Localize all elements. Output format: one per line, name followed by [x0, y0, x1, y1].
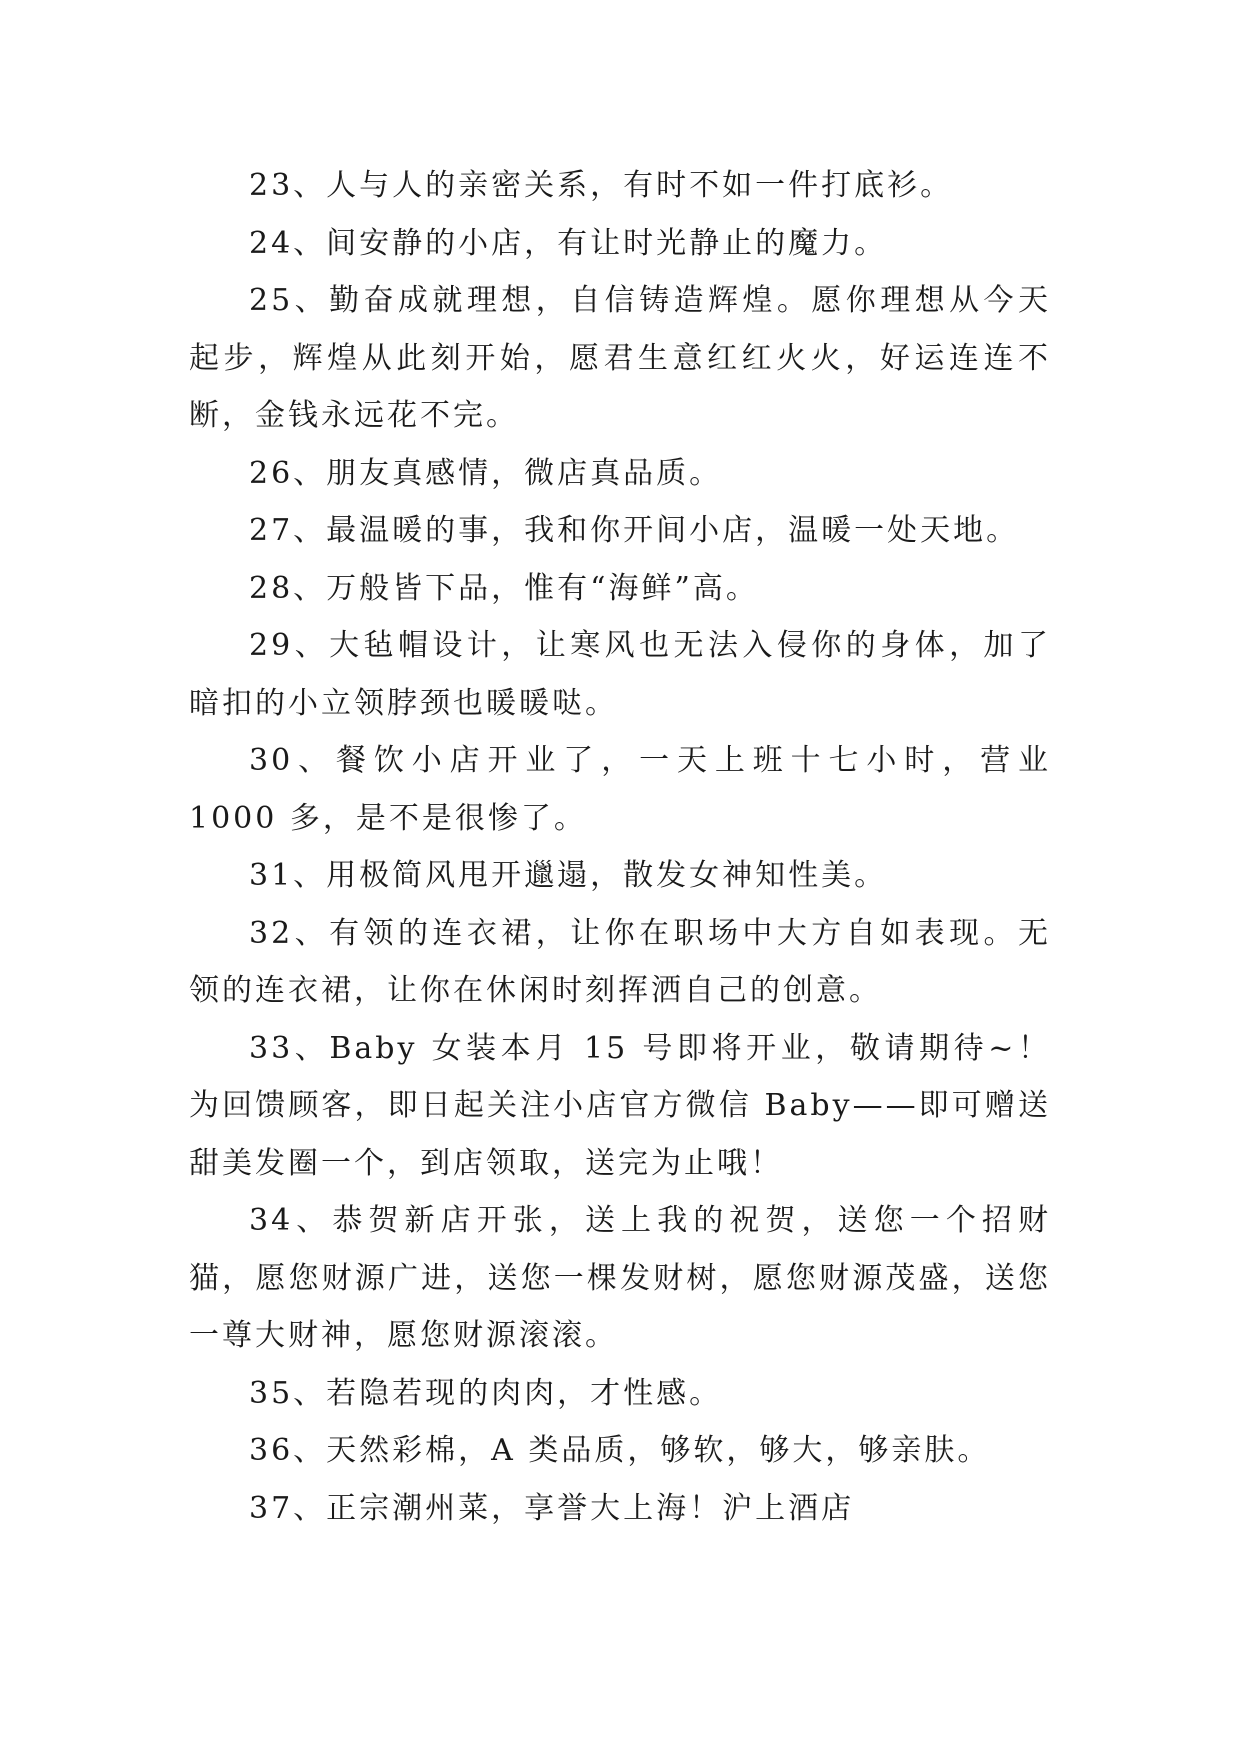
- paragraph-31: 31、用极简风甩开邋遢，散发女神知性美。: [249, 858, 888, 893]
- paragraph-34: 34、恭贺新店开张，送上我的祝贺，送您一个招财猫，愿您财源广进，送您一棵发财树，愿您财源茂盛，送您一尊大财神，愿您财源滚滚。: [189, 1203, 1051, 1353]
- paragraph-37: 37、正宗潮州菜，享誉大上海！沪上酒店: [249, 1490, 855, 1526]
- paragraph-35: 35、若隐若现的肉肉，才性感。: [249, 1375, 723, 1411]
- paragraph-33: 33、Baby 女装本月 15 号即将开业，敬请期待~！为回馈顾客，即日起关注小店官方微信 Baby——即可赠送甜美发圈一个，到店领取，送完为止哦！: [189, 1030, 1051, 1181]
- paragraph-29: 29、大毡帽设计，让寒风也无法入侵你的身体，加了暗扣的小立领脖颈也暖暖哒。: [189, 628, 1051, 721]
- paragraph-24: 24、间安静的小店，有让时光静止的魔力。: [249, 225, 888, 261]
- paragraph-36: 36、天然彩棉，A 类品质，够软，够大，够亲肤。: [249, 1433, 991, 1468]
- paragraph-26: 26、朋友真感情，微店真品质。: [249, 455, 723, 491]
- paragraph-32: 32、有领的连衣裙，让你在职场中大方自如表现。无领的连衣裙，让你在休闲时刻挥洒自己的创意。: [189, 915, 1051, 1008]
- paragraph-30: 30、餐饮小店开业了，一天上班十七小时，营业 1000 多，是不是很惨了。: [189, 743, 1051, 836]
- paragraph-28: 28、万般皆下品，惟有“海鲜”高。: [249, 570, 759, 606]
- paragraph-27: 27、最温暖的事，我和你开间小店，温暖一处天地。: [249, 513, 1020, 548]
- paragraph-25: 25、勤奋成就理想，自信铸造辉煌。愿你理想从今天起步，辉煌从此刻开始，愿君生意红红火火，好运连连不断，金钱永远花不完。: [189, 283, 1051, 433]
- document-body: [189, 157, 1051, 1537]
- paragraph-23: 23、人与人的亲密关系，有时不如一件打底衫。: [249, 168, 954, 203]
